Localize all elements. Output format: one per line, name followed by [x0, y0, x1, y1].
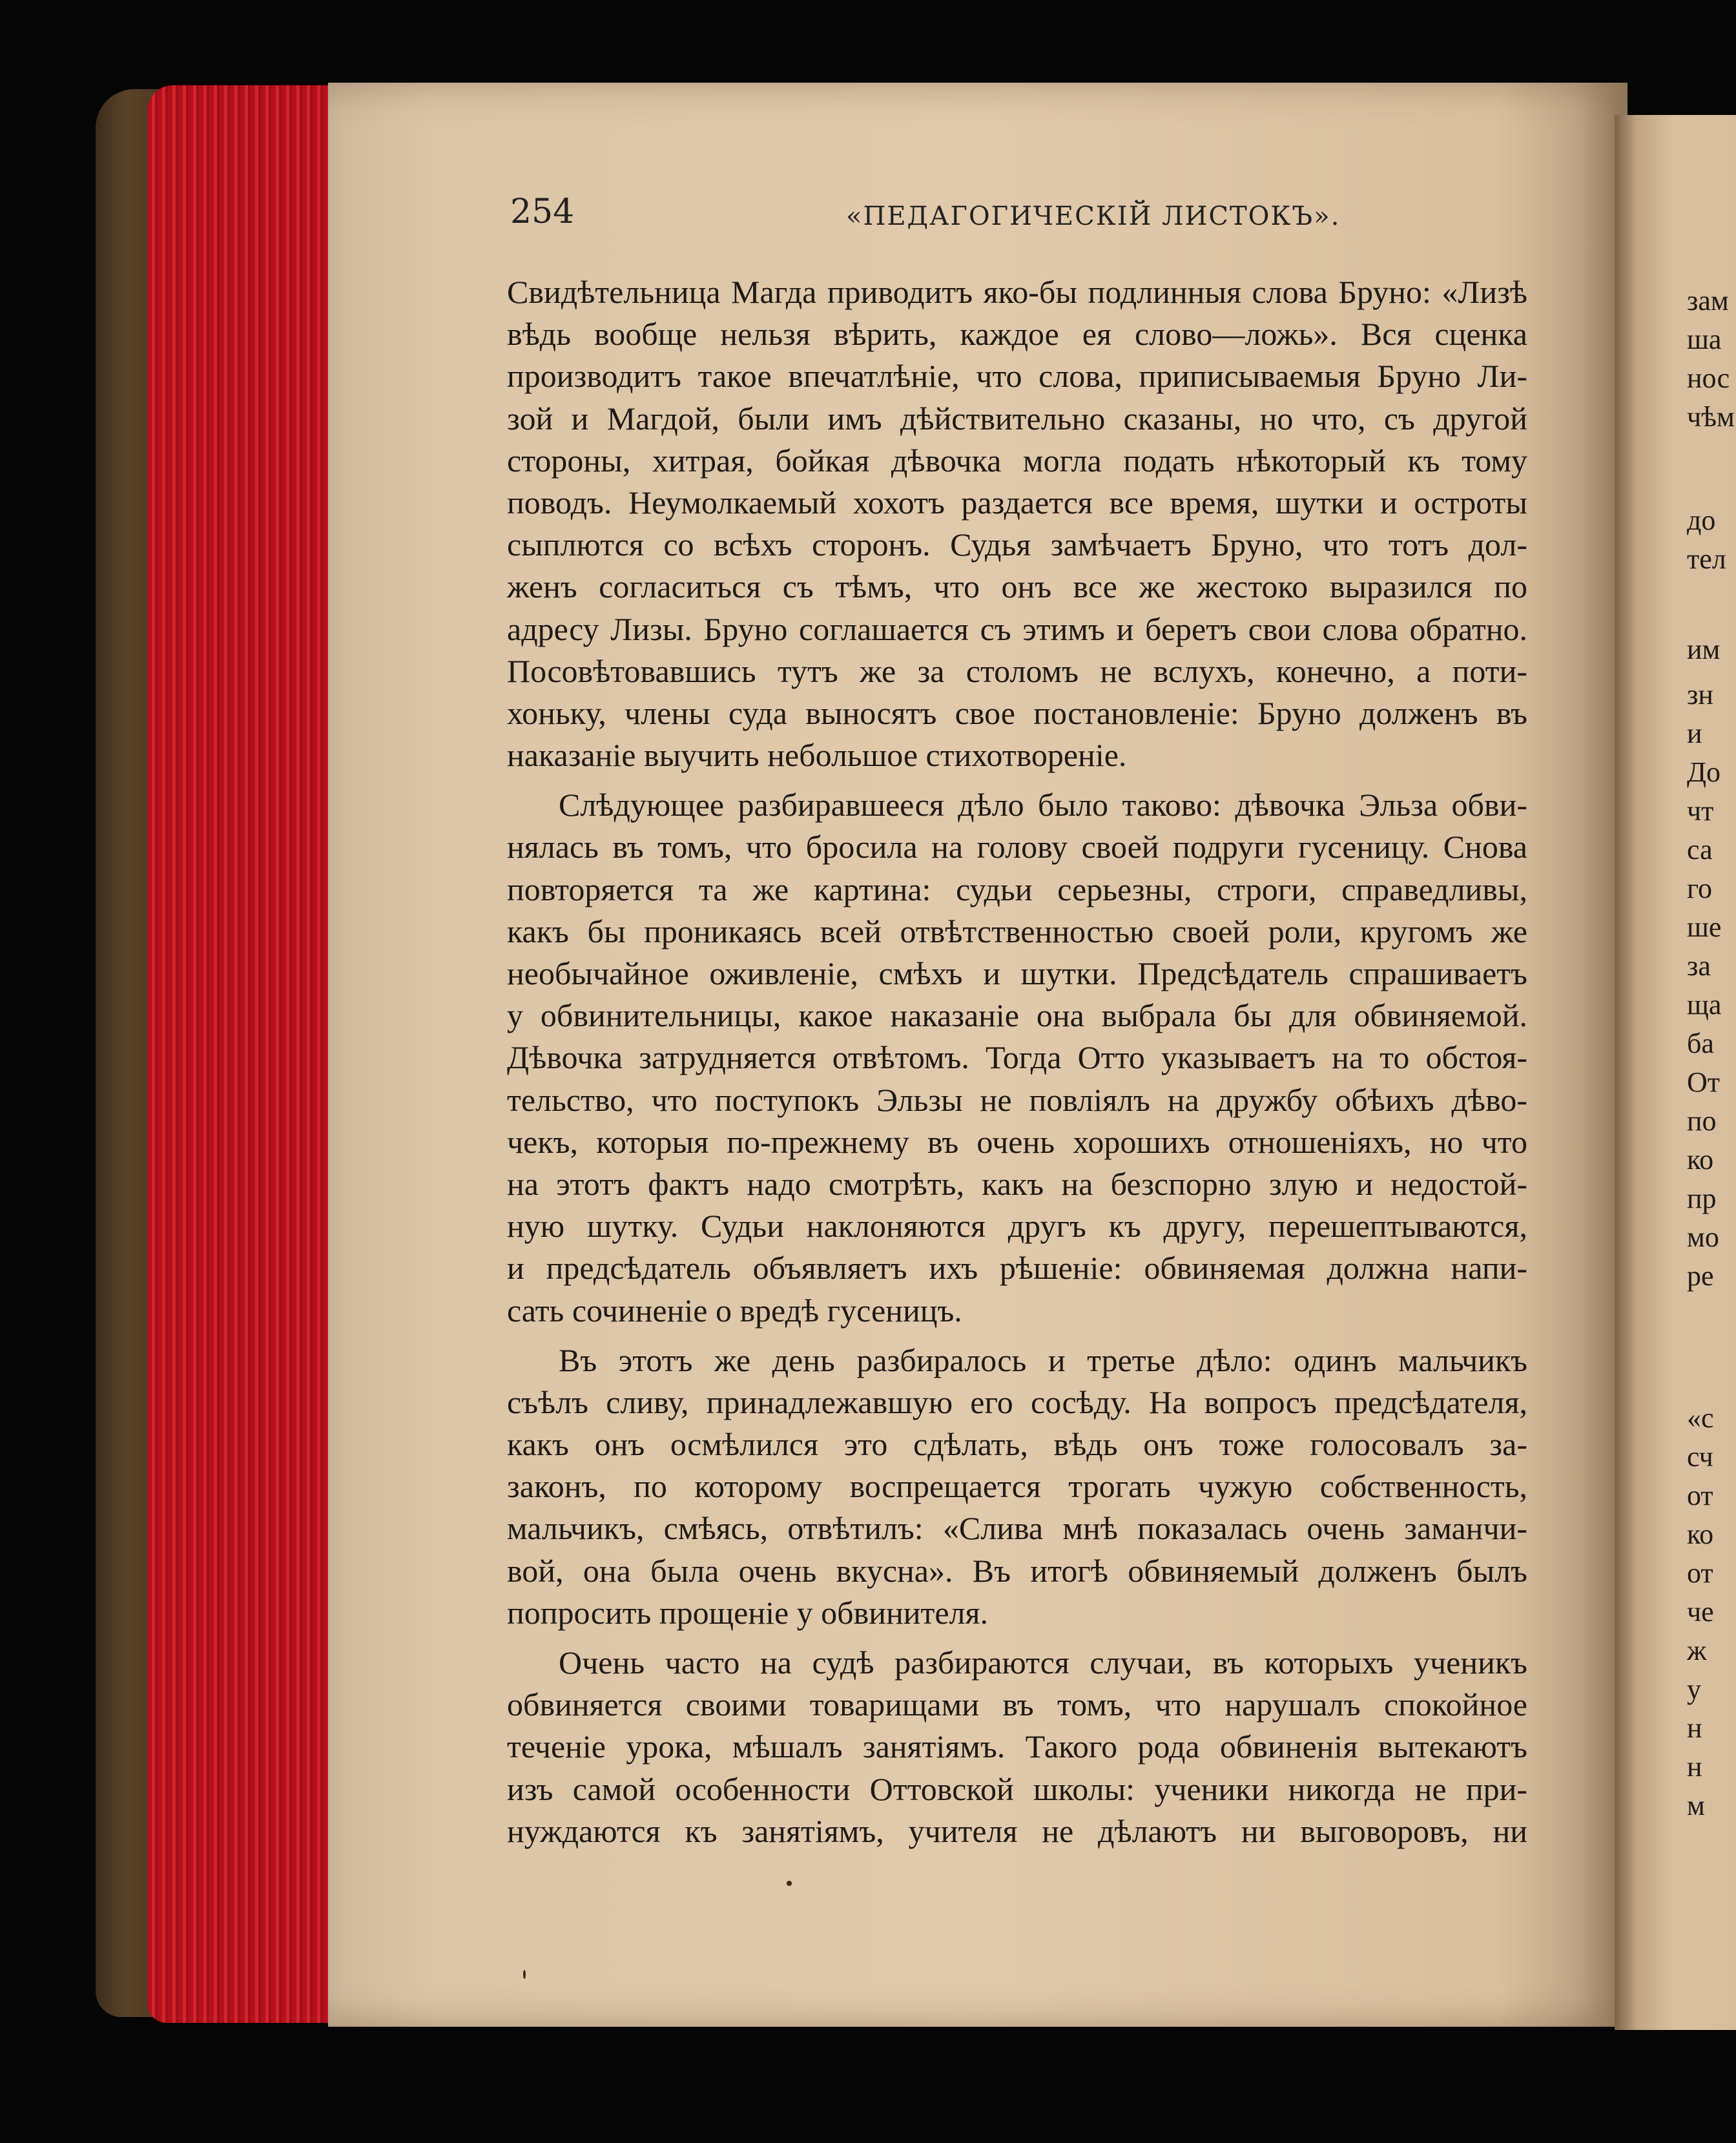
text-line: необычайное оживленіе, смѣхъ и шутки. Предсѣдатель спрашиваетъ — [507, 955, 1527, 991]
paragraph-gap — [507, 1332, 1527, 1340]
right-page-fragment: са — [1687, 834, 1713, 865]
red-page-edges — [147, 85, 335, 2023]
right-page-fragment: «с — [1687, 1402, 1714, 1434]
text-line: зой и Магдой, были имъ дѣйствительно сказаны, но что, съ другой — [507, 400, 1527, 437]
right-page-fragment: у — [1687, 1673, 1701, 1705]
text-line: нуждаются къ занятіямъ, учителя не дѣлаютъ ни выговоровъ, ни — [507, 1812, 1527, 1849]
text-line: женъ согласиться съ тѣмъ, что онъ все же жестоко выразился по — [507, 568, 1527, 605]
right-page-fragment: и — [1687, 718, 1702, 749]
text-line: Посовѣтовавшись тутъ же за столомъ не вслухъ, конечно, а поти- — [507, 652, 1527, 689]
right-page-fragment: ре — [1687, 1260, 1714, 1292]
running-title: «ПЕДАГОГИЧЕСКІЙ ЛИСТОКЪ». — [846, 202, 1341, 231]
paragraph-gap — [507, 776, 1527, 784]
text-line: ную шутку. Судьи наклоняются другъ къ другу, перешептываются, — [507, 1208, 1527, 1245]
right-page-fragment: от — [1687, 1557, 1713, 1589]
text-line: стороны, хитрая, бойкая дѣвочка могла подать нѣкоторый къ тому — [507, 442, 1527, 479]
text-line: производитъ такое впечатлѣніе, что слова, приписываемыя Бруно Ли- — [507, 358, 1527, 395]
page-number: 254 — [510, 192, 575, 231]
text-line: теченіе урока, мѣшалъ занятіямъ. Такого рода обвиненія вытекаютъ — [507, 1728, 1527, 1765]
right-page-fragment: ба — [1687, 1028, 1714, 1059]
right-page-fragment: ко — [1687, 1518, 1714, 1550]
right-page-fragment: м — [1687, 1790, 1705, 1821]
right-page-fragment: ша — [1687, 324, 1722, 355]
right-page-fragment: пр — [1687, 1183, 1717, 1214]
right-page-fragment: До — [1687, 756, 1721, 788]
text-line: Дѣвочка затрудняется отвѣтомъ. Тогда Отто указываетъ на то обстоя- — [507, 1039, 1527, 1076]
text-line: Свидѣтельница Магда приводитъ яко-бы подлинныя слова Бруно: «Лизѣ — [507, 274, 1527, 310]
text-line: мальчикъ, смѣясь, отвѣтилъ: «Слива мнѣ показалась очень заманчи- — [507, 1510, 1527, 1547]
text-line: изъ самой особенности Оттовской школы: ученики никогда не при- — [507, 1770, 1527, 1807]
text-line: вой, она была очень вкусна». Въ итогѣ обвиняемый долженъ былъ — [507, 1552, 1527, 1589]
right-page-fragment: чт — [1687, 795, 1714, 827]
right-page-text-fragments — [1687, 284, 1736, 1834]
text-line: хоньку, члены суда выносятъ свое постановленіе: Бруно долженъ въ — [507, 694, 1527, 731]
text-line: Очень часто на судѣ разбираются случаи, въ которыхъ ученикъ — [559, 1644, 1527, 1681]
text-line: тельство, что поступокъ Эльзы не повліялъ на дружбу обѣихъ дѣво- — [507, 1081, 1527, 1118]
text-line: какъ онъ осмѣлился это сдѣлать, вѣдь онъ тоже голосовалъ за- — [507, 1426, 1527, 1463]
right-page-fragment: им — [1687, 634, 1720, 665]
text-line: на этотъ фактъ надо смотрѣть, какъ на безспорно злую и недостой- — [507, 1165, 1527, 1202]
text-line: законъ, по которому воспрещается трогать чужую собственность, — [507, 1468, 1527, 1505]
text-line: сать сочиненіе о вредѣ гусеницъ. — [507, 1292, 962, 1329]
right-page-fragment: по — [1687, 1105, 1717, 1137]
right-page-fragment: н — [1687, 1712, 1702, 1744]
right-page-fragment: зн — [1687, 679, 1713, 710]
text-line: съѣлъ сливу, принадлежавшую его сосѣду. На вопросъ предсѣдателя, — [507, 1383, 1527, 1420]
page-header — [510, 192, 1524, 244]
right-page-fragment: мо — [1687, 1221, 1719, 1253]
text-line: нялась въ томъ, что бросила на голову своей подруги гусеницу. Снова — [507, 829, 1527, 865]
right-page-fragment: че — [1687, 1596, 1714, 1628]
text-line: какъ бы проникаясь всей отвѣтственностью своей роли, кругомъ же — [507, 913, 1527, 949]
right-page-fragment: От — [1687, 1066, 1720, 1098]
text-line: вѣдь вообще нельзя вѣрить, каждое ея слово—ложь». Вся сценка — [507, 316, 1527, 353]
paragraph-gap — [507, 1634, 1527, 1642]
right-page-fragment: ща — [1687, 989, 1722, 1020]
right-page-fragment: сч — [1687, 1441, 1713, 1473]
text-line: попросить прощеніе у обвинителя. — [507, 1594, 988, 1631]
right-page-fragment: за — [1687, 950, 1711, 982]
text-line: сыплются со всѣхъ сторонъ. Судья замѣчаетъ Бруно, что тотъ дол- — [507, 526, 1527, 563]
text-line: адресу Лизы. Бруно соглашается съ этимъ и беретъ свои слова обратно. — [507, 610, 1527, 647]
right-page-fragment: зам — [1687, 285, 1729, 316]
paper-speck — [523, 1970, 526, 1979]
right-page-fragment: тел — [1687, 543, 1726, 575]
body-text — [507, 271, 1527, 1852]
paper-speck — [787, 1881, 792, 1886]
right-page-fragment: ше — [1687, 911, 1722, 943]
right-page-fragment: от — [1687, 1480, 1713, 1511]
right-page-fragment: ж — [1687, 1635, 1707, 1666]
text-line: Слѣдующее разбиравшееся дѣло было таково: дѣвочка Эльза обви- — [559, 787, 1527, 823]
text-line: поводъ. Неумолкаемый хохотъ раздается все время, шутки и остроты — [507, 484, 1527, 521]
text-line: повторяется та же картина: судьи серьезны, строги, справедливы, — [507, 871, 1527, 907]
right-page-fragment: ко — [1687, 1144, 1714, 1175]
text-line: и предсѣдатель объявляетъ ихъ рѣшеніе: обвиняемая должна напи- — [507, 1250, 1527, 1287]
right-page-fragment: чѣм — [1687, 401, 1735, 433]
right-page-fragment: н — [1687, 1751, 1702, 1783]
text-line: Въ этотъ же день разбиралось и третье дѣло: одинъ мальчикъ — [559, 1341, 1527, 1378]
text-line: чекъ, которыя по-прежнему въ очень хорошихъ отношеніяхъ, но что — [507, 1123, 1527, 1160]
text-line: у обвинительницы, какое наказаніе она выбрала бы для обвиняемой. — [507, 997, 1527, 1034]
right-page-fragment: нос — [1687, 362, 1730, 394]
text-line: обвиняется своими товарищами въ томъ, что нарушалъ спокойное — [507, 1686, 1527, 1723]
right-page-fragment: го — [1687, 873, 1712, 904]
text-line: наказаніе выучить небольшое стихотвореніе. — [507, 737, 1127, 774]
right-page-fragment: до — [1687, 504, 1716, 536]
